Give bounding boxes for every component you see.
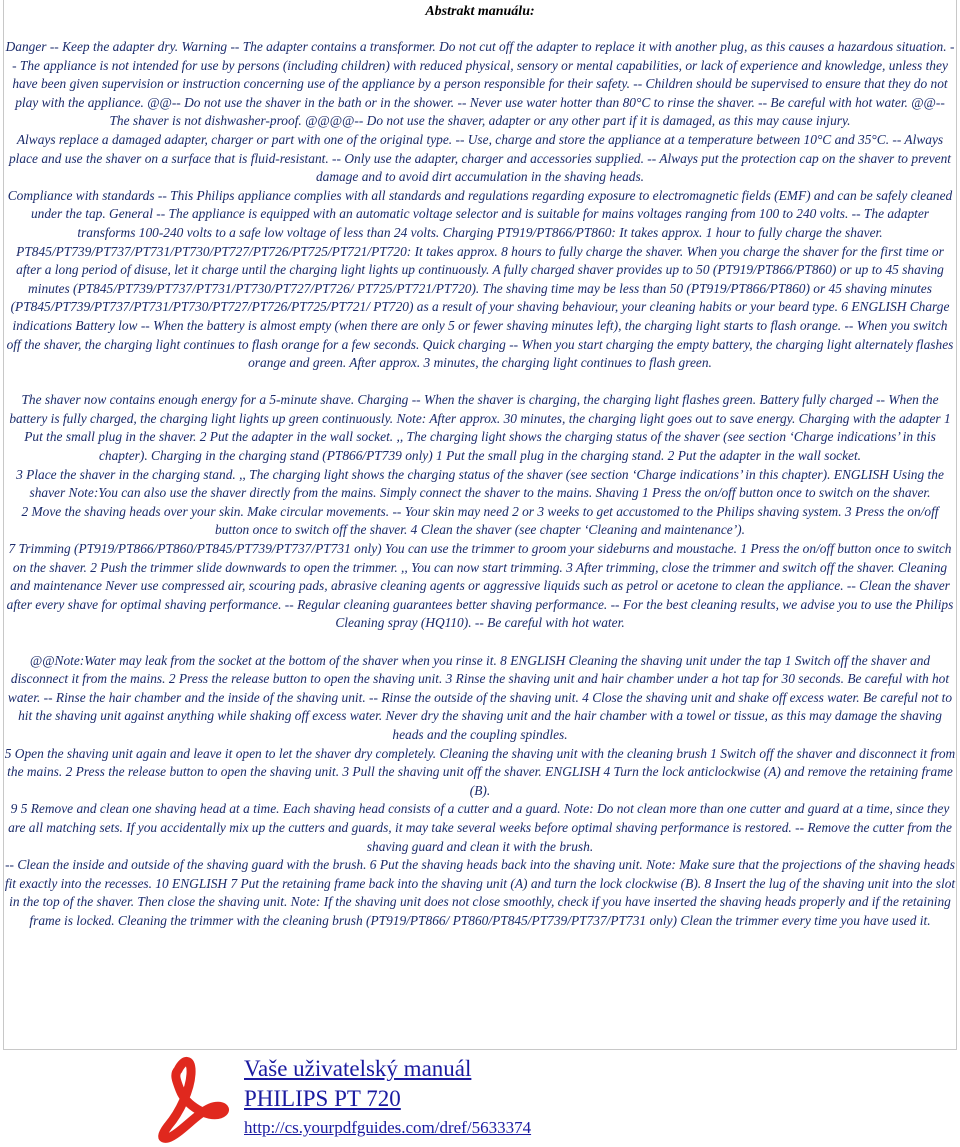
paragraph-reassembly: -- Clean the inside and outside of the shaving guard with the brush. 6 Put the shaving heads back into the shaving unit. Note: Make sure that the projections of the shaving heads fit exactly into the recesses. 10 ENGLISH 7 Put the retaining frame back into the shaving unit (A) and turn the lock clockwise (B). 8 Insert the lug of the shaving unit into the slot in the top of the shaver. Then close the shaving unit. Note: If the shaving unit does not close smoothly, check if you have inserted the shaving heads properly and if the retaining frame is locked. Cleaning the trimmer with the cleaning brush (PT919/PT866/ PT860/PT845/PT739/PT737/PT731 only) Clean the trimmer every time you have used it. [4,857,956,928]
page-title: Abstrakt manuálu: [425,4,535,19]
product-link[interactable]: PHILIPS PT 720 [244,1086,401,1111]
paragraph-gap [4,373,956,392]
footer [0,1050,960,1147]
paragraph-charging: The shaver now contains enough energy for a 5-minute shave. Charging -- When the shaver is charging, the charging light flashes green. Battery fully charged -- When the battery is fully charged, the charging light lights up green continuously. Note: After approx. 30 minutes, the charging light goes out to save energy. Charging with the adapter 1 Put the small plug in the shaver. 2 Put the adapter in the wall socket. ,, The charging light shows the charging status of the shaver (see section ‘Charge indications’ in this chapter). Charging in the charging stand (PT866/PT739 only) 1 Put the small plug in the charging stand. 2 Put the adapter in the wall socket. [9,392,951,464]
paragraph-cleaning-brush: 5 Open the shaving unit again and leave it open to let the shaver dry completely. Cleaning the shaving unit with the cleaning brush 1 Switch off the shaver and disconnect it from the mains. 2 Press the release button to open the shaving unit. 3 Pull the shaving unit off the shaver. ENGLISH 4 Turn the lock anticlockwise (A) and remove the retaining frame (B). [4,745,956,798]
paragraph-cleaning-tap: @@Note:Water may leak from the socket at the bottom of the shaver when you rinse it. 8 ENGLISH Cleaning the shaving unit under the tap 1 Switch off the shaver and disconnect it from the mains. 2 Press the release button to open the shaving unit. 3 Rinse the shaving unit and hair chamber under a hot tap for 30 seconds. Be careful with hot water. -- Rinse the hair chamber and the inside of the shaving unit. -- Rinse the outside of the shaving unit. 4 Close the shaving unit and shake off excess water. Be careful not to hit the shaving unit against anything while shaking off excess water. Never dry the shaving unit and the hair chamber with a towel or tissue, as this may damage the shaving heads and the coupling spindles. [7,652,953,742]
paragraph-adapter: Always replace a damaged adapter, charger or part with one of the original type. -- Use, charge and store the appliance at a temperature between 10°C and 35°C. -- Always place and use the shaver on a surface that is fluid-resistant. -- Only use the adapter, charger and accessories supplied. -- Always put the protection cap on the shaver to prevent damage and to avoid dirt accumulation in the shaving heads. [8,131,952,185]
user-manual-link[interactable]: Vaše uživatelský manuál [244,1056,472,1081]
paragraph-shaving: 2 Move the shaving heads over your skin. Make circular movements. -- Your skin may need 2 or 3 weeks to get accustomed to the Philips shaving system. 3 Press the on/off button once to switch off the shaver. 4 Clean the shaver (see chapter ‘Cleaning and maintenance’). [21,503,939,538]
paragraph-gap [4,633,956,652]
pdf-acrobat-icon [158,1056,230,1144]
url-link[interactable]: http://cs.yourpdfguides.com/dref/5633374 [244,1118,532,1137]
paragraph-charging-time: PT845/PT739/PT737/PT731/PT730/PT727/PT726/PT725/PT721/PT720: It takes approx. 8 hours to fully charge the shaver. When you charge the shaver for the first time or after a long period of disuse, let it charge until the charging light lights up continuously. A fully charged shaver provides up to 50 (PT919/PT866/PT860) or up to 45 shaving minutes (PT845/PT739/PT737/PT731/PT730/PT727/PT726/ PT725/PT721/PT720). The shaving time may be less than 50 (PT919/PT866/PT860) or 45 shaving minutes (PT845/PT739/PT737/PT731/PT730/PT727/PT726/PT725/PT721/ PT720) as a result of your shaving behaviour, your cleaning habits or your beard type. 6 ENGLISH Charge indications Battery low -- When the battery is almost empty (when there are only 5 or fewer shaving minutes left), the charging light starts to flash orange. -- When you switch off the shaver, the charging light continues to flash orange for a few seconds. Quick charging -- When you start charging the empty battery, the charging light alternately flashes orange and green. After approx. 3 minutes, the charging light continues to flash green. [6,243,954,371]
paragraph-trimming: 7 Trimming (PT919/PT866/PT860/PT845/PT739/PT737/PT731 only) You can use the trimmer to groom your sideburns and moustache. 1 Press the on/off button once to switch on the shaver. 2 Push the trimmer slide downwards to open the trimmer. ,, You can now start trimming. 3 After trimming, close the trimmer and switch off the shaver. Cleaning and maintenance Never use compressed air, scouring pads, abrasive cleaning agents or aggressive liquids such as petrol or acetone to clean the appliance. -- Clean the shaver after every shave for optimal shaving performance. -- Regular cleaning guarantees better shaving performance. -- For the best cleaning results, we advise you to use the Philips Cleaning spray (HQ110). -- Be careful with hot water. [6,541,954,631]
paragraph-compliance: Compliance with standards -- This Philips appliance complies with all standards and regulations regarding exposure to electromagnetic fields (EMF) and can be safely cleaned under the tap. General -- The appliance is equipped with an automatic voltage selector and is suitable for mains voltages ranging from 100 to 240 volts. -- The adapter transforms 100-240 volts to a safe low voltage of less than 24 volts. Charging PT919/PT866/PT860: It takes approx. 1 hour to fully charge the shaver. [7,187,953,240]
paragraph-safety: Danger -- Keep the adapter dry. Warning -- The adapter contains a transformer. Do not cut off the adapter to replace it with another plug, as this causes a hazardous situation. -- The appliance is not intended for use by persons (including children) with reduced physical, sensory or mental capabilities, or lack of experience and knowledge, unless they have been given supervision or instruction concerning use of the appliance by a person responsible for their safety. -- Children should be supervised to ensure that they do not play with the appliance. @@-- Do not use the shaver in the bath or in the shower. -- Never use water hotter than 80°C to rinse the shaver. -- Be careful with hot water. @@-- The shaver is not dishwasher-proof. @@@@-- Do not use the shaver, adapter or any other part if it is damaged, as this may cause injury. [5,39,955,129]
paragraph-using-shaver: 3 Place the shaver in the charging stand. ,, The charging light shows the charging status of the shaver (see section ‘Charge indications’ in this chapter). ENGLISH Using the shaver Note:You can also use the shaver directly from the mains. Simply connect the shaver to the mains. Shaving 1 Press the on/off button once to switch on the shaver. [16,466,944,501]
manual-abstract [4,38,956,931]
paragraph-shaving-heads: 9 5 Remove and clean one shaving head at a time. Each shaving head consists of a cutter and a guard. Note: Do not clean more than one cutter and guard at a time, since they are all matching sets. If you accidentally mix up the cutters and guards, it may take several weeks before optimal shaving performance is restored. -- Remove the cutter from the shaving guard and clean it with the brush. [8,801,952,854]
